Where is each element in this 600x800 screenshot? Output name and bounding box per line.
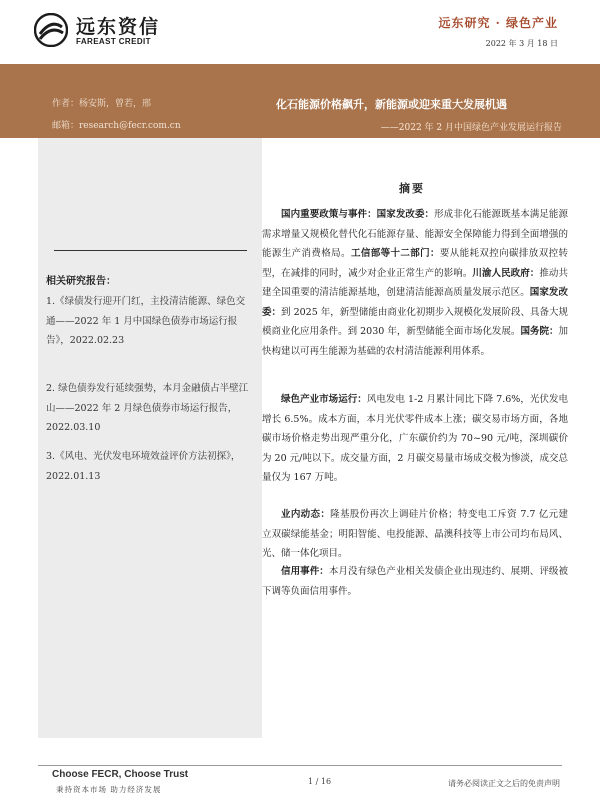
sidebar-panel [38, 138, 262, 738]
paragraph-lead: 绿色产业市场运行： [281, 394, 367, 405]
logo-text-cn: 远东资信 [76, 16, 161, 38]
report-title: 化石能源价格飙升，新能源或迎来重大发展机遇 [276, 98, 507, 111]
related-reports-heading: 相关研究报告： [46, 276, 116, 287]
paragraph-lead: 信用事件： [281, 566, 329, 577]
title-banner [0, 64, 600, 94]
report-date: 2022 年 3 月 18 日 [485, 39, 558, 48]
paragraph-lead: 工信部等十二部门： [350, 248, 440, 259]
paragraph-lead: 川渝人民政府： [472, 267, 540, 279]
paragraph-lead: 业内动态： [281, 509, 331, 520]
logo-text-en: FAREAST CREDIT [76, 37, 151, 46]
disclaimer-note: 请务必阅读正文之后的免责声明 [448, 779, 560, 788]
paragraph-lead: 国内重要政策与事件：国家发改委： [281, 209, 435, 220]
report-subtitle: ——2022 年 2 月中国绿色产业发展运行报告 [380, 123, 562, 133]
paragraph-lead: 国家发改委： [262, 287, 568, 318]
paragraph-text: 推动共建全国重要的清洁能源基地，创建清洁能源高质量发展示范区。 [262, 267, 568, 298]
related-report-item[interactable]: 2. 绿色债券发行延续强势，本月金融债占半壁江山——2022 年 2 月绿色债券市场运行报告，2022.03.10 [46, 383, 249, 433]
related-report-item[interactable]: 3.《风电、光伏发电环境效益评价方法初探》，2022.01.13 [46, 451, 241, 482]
paragraph-lead: 国务院： [520, 326, 559, 337]
paragraph-text: 本月没有绿色产业相关发债企业出现违约、展期、评级被下调等负面信用事件。 [262, 566, 568, 597]
report-series: 远东研究 · 绿色产业 [438, 16, 558, 30]
paragraph-text: 隆基股份再次上调硅片价格；特变电工斥资 7.7 亿元建立双碳绿能基金；明阳智能、电投能源、晶澳科技等上市公司均布局风、光、储一体化项目。 [262, 509, 568, 559]
footer-slogan-cn: 秉持资本市场 助力经济发展 [56, 785, 162, 794]
sidebar-divider [54, 250, 247, 251]
abstract-paragraph-policy [262, 205, 568, 361]
paragraph-text: 加快构建以可再生能源为基础的农村清洁能源利用体系。 [262, 326, 568, 357]
author-email: 邮箱：research@fecr.com.cn [52, 121, 181, 131]
paragraph-text: 形成非化石能源既基本满足能源需求增量又规模化替代化石能源存量、能源安全保障能力得到全面增强的能源生产消费格局。 [262, 209, 568, 259]
abstract-paragraph-credit [262, 562, 568, 601]
abstract-paragraph-industry [262, 505, 568, 564]
related-report-item[interactable]: 1.《绿债发行迎开门红，主投清洁能源、绿色交通——2022 年 1 月中国绿色债券市场运行报告》，2022.02.23 [46, 296, 246, 346]
company-logo-icon [34, 13, 68, 47]
abstract-heading: 摘要 [399, 182, 425, 195]
abstract-paragraph-market [262, 390, 568, 488]
footer-divider [38, 765, 562, 766]
paragraph-text: 到 2025 年，新型储能由商业化初期步入规模化发展阶段、具备大规模商业化应用条件。到 2030 年，新型储能全面市场化发展。 [262, 306, 568, 337]
paragraph-text: 风电发电 1-2 月累计同比下降 7.6%，光伏发电增长 6.5%。成本方面，本月光伏零件成本上涨；碳交易市场方面，各地碳市场价格走势出现严重分化，广东碳价约为 70~90 元/吨，深圳碳价为 20 元/吨以下。成交量方面，2 月碳交易量市场成交极为惨淡，成交总量仅为 167 万吨。 [262, 394, 568, 483]
page-number: 1 / 16 [308, 777, 332, 786]
paragraph-text: 要从能耗双控向碳排放双控转型，在减排的同时，减少对企业正常生产的影响。 [262, 248, 568, 279]
footer-slogan-en: Choose FECR, Choose Trust [52, 769, 189, 780]
author-line: 作者：杨安斯，曾若，邢 [52, 99, 152, 109]
